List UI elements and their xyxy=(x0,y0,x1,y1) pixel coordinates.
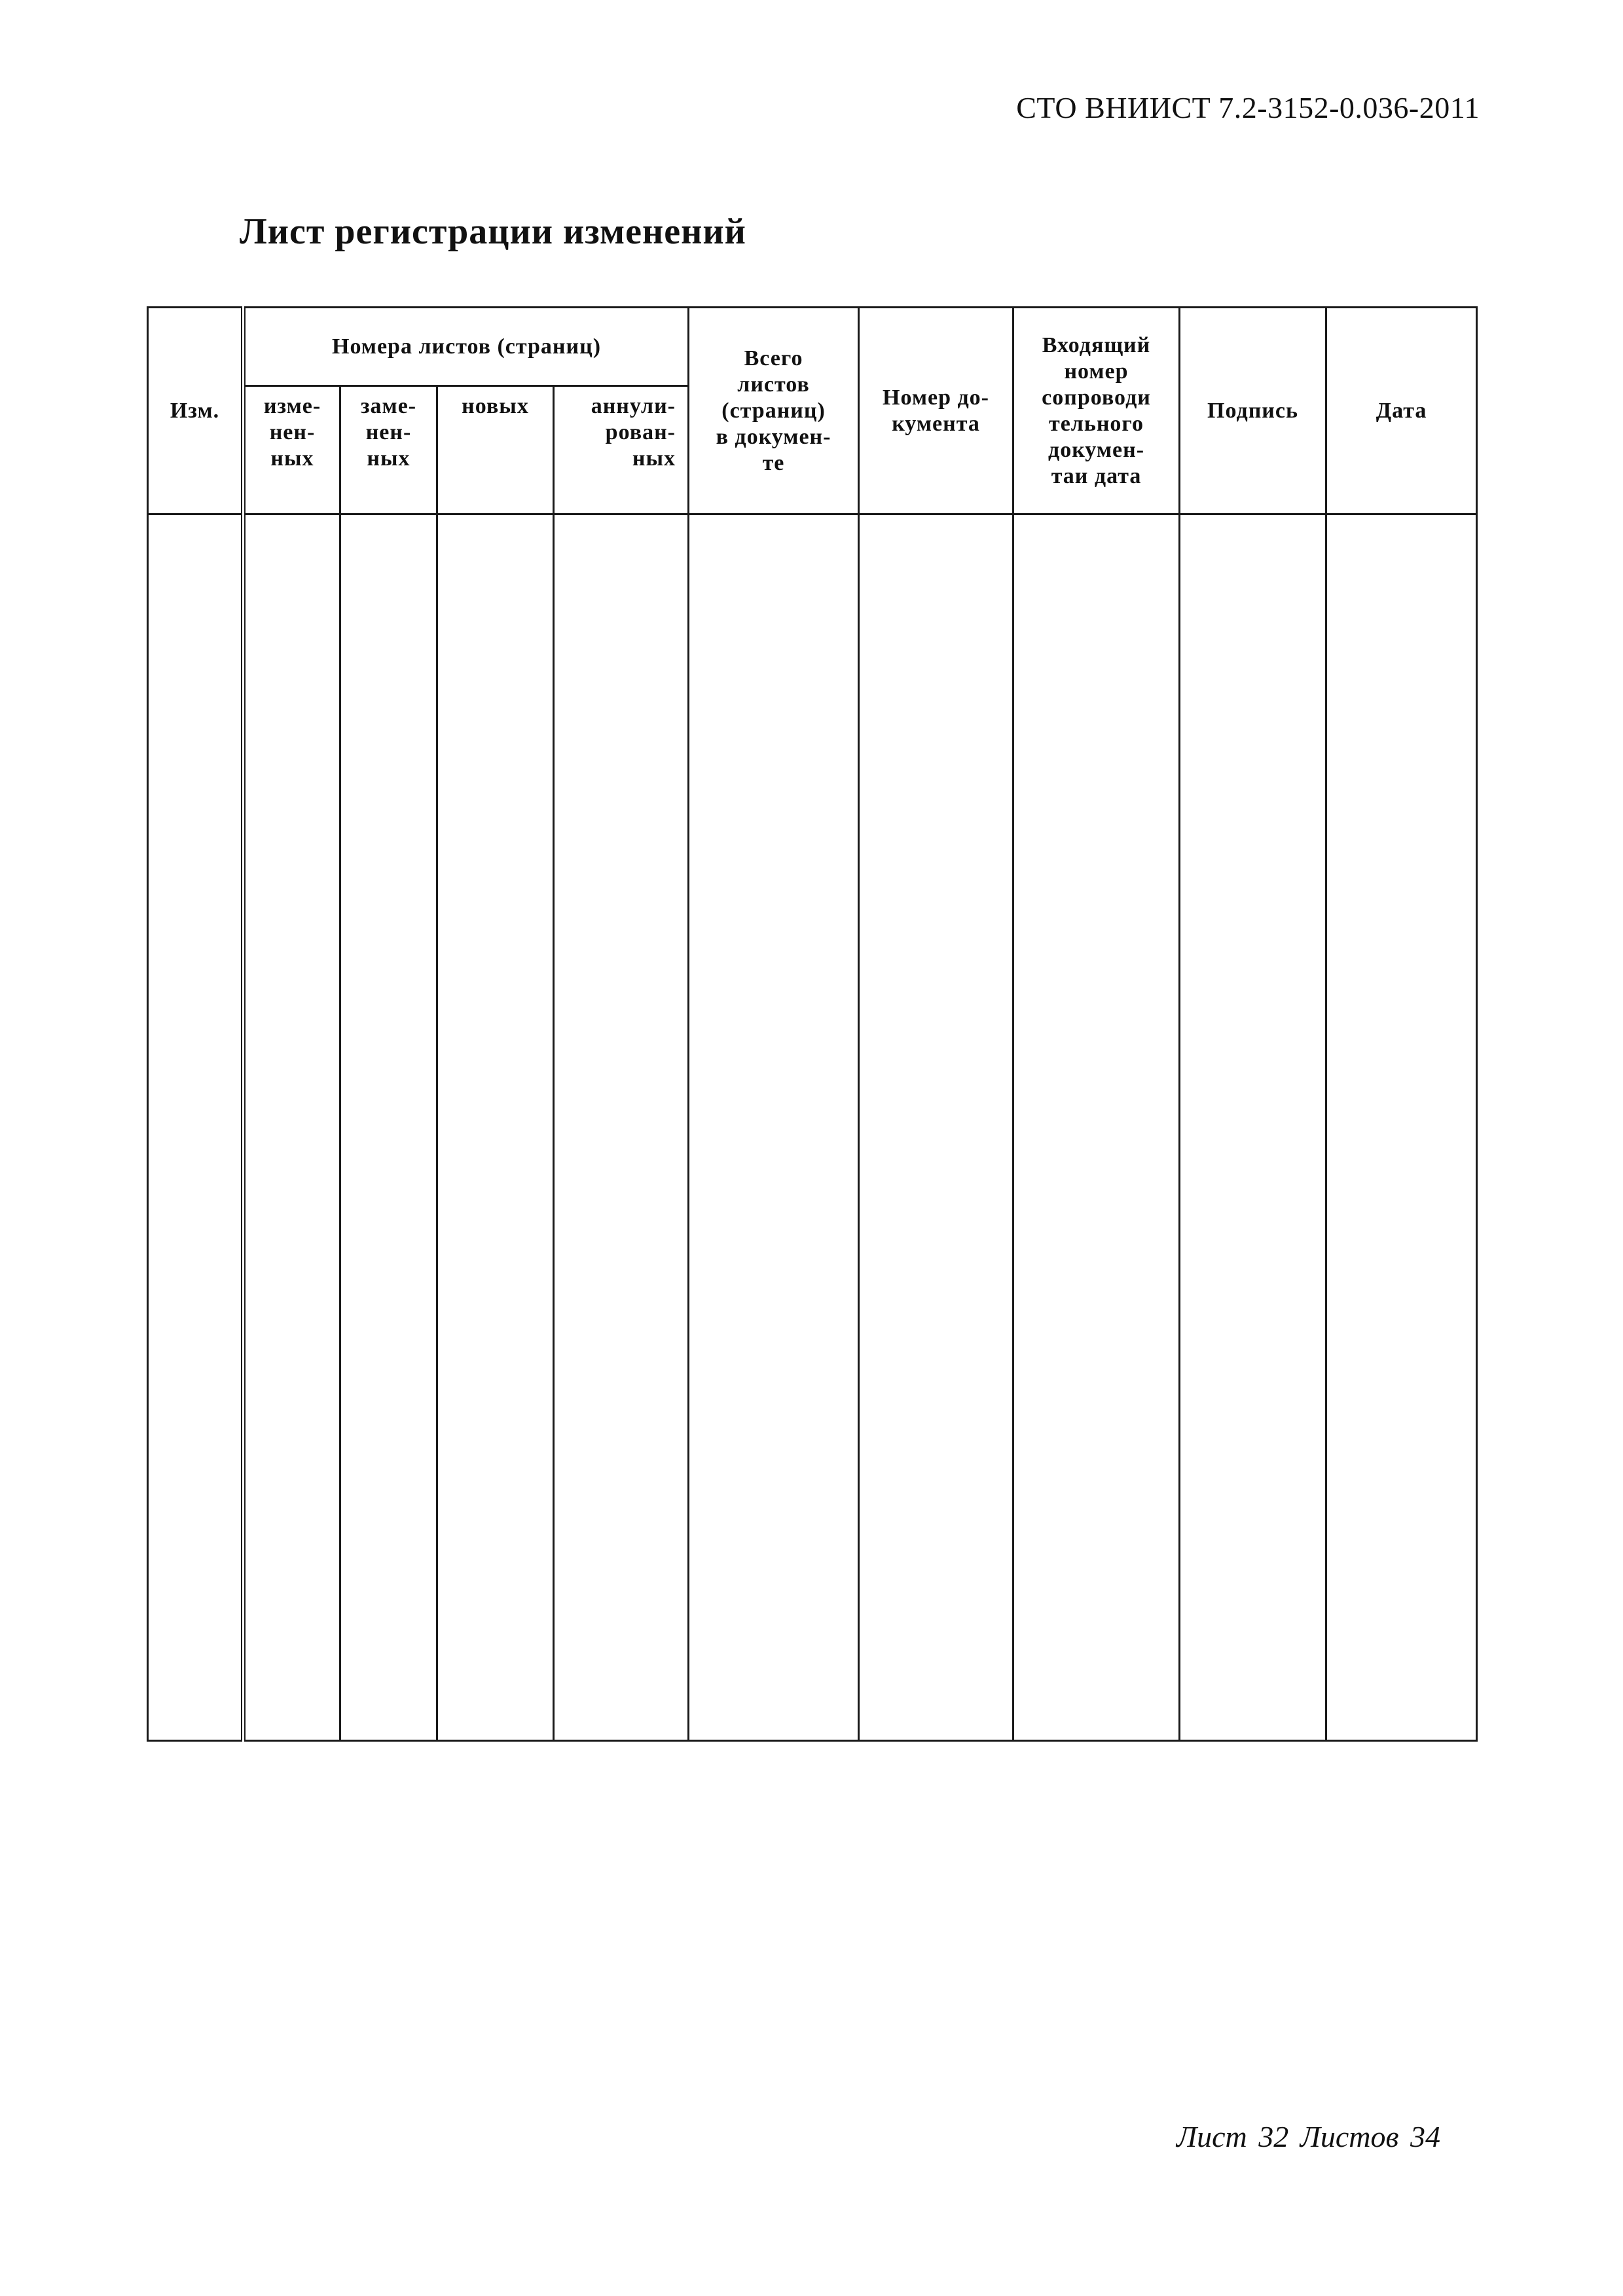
change-registration-table xyxy=(147,306,1478,1742)
header-incoming-number: Входящий номер сопроводи тельного докумен- таи дата xyxy=(1013,308,1180,514)
document-code: СТО ВНИИСТ 7.2-3152-0.036-2011 xyxy=(1016,91,1480,124)
table-row xyxy=(148,514,1477,1741)
cell-incoming-number xyxy=(1013,514,1180,1741)
header-izm: Изм. xyxy=(148,308,244,514)
header-new: новых xyxy=(437,386,554,514)
sheet-counter: Лист 32 Листов 34 xyxy=(1176,2120,1440,2153)
cell-date xyxy=(1326,514,1477,1741)
header-sheet-numbers: Номера листов (страниц) xyxy=(244,308,689,386)
cell-signature xyxy=(1180,514,1326,1741)
page-title: Лист регистрации изменений xyxy=(240,211,746,252)
header-changed: изме- нен- ных xyxy=(244,386,340,514)
cell-replaced xyxy=(340,514,437,1741)
header-total-sheets: Всего листов (страниц) в докумен- те xyxy=(689,308,859,514)
cell-annulled xyxy=(554,514,689,1741)
header-date: Дата xyxy=(1326,308,1477,514)
cell-document-number xyxy=(859,514,1013,1741)
header-document-number: Номер до- кумента xyxy=(859,308,1013,514)
cell-izm xyxy=(148,514,244,1741)
table-header-row-1 xyxy=(148,308,1477,386)
cell-total xyxy=(689,514,859,1741)
cell-new xyxy=(437,514,554,1741)
header-replaced: заме- нен- ных xyxy=(340,386,437,514)
header-signature: Подпись xyxy=(1180,308,1326,514)
header-annulled: аннули- рован- ных xyxy=(554,386,689,514)
cell-changed xyxy=(244,514,340,1741)
